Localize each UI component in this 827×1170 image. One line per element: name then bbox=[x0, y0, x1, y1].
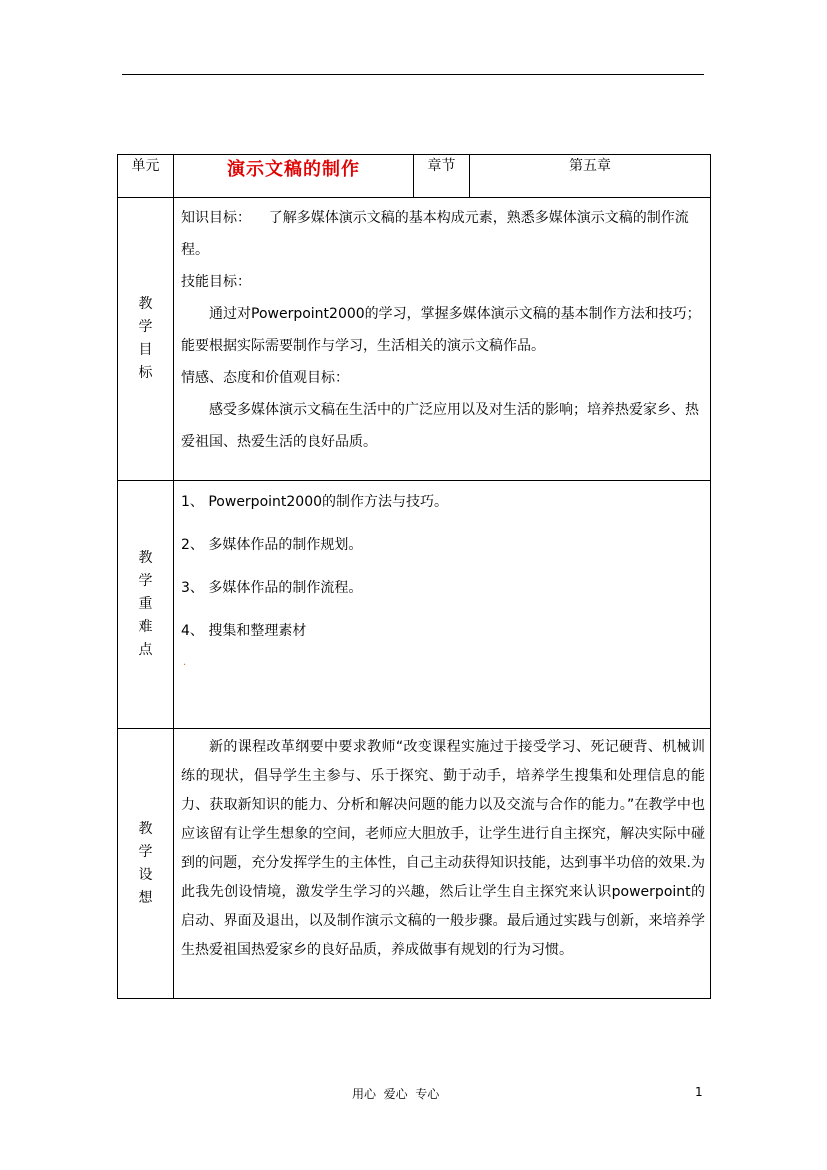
key-point-item: 2、 多媒体作品的制作规划。 bbox=[181, 537, 363, 553]
key-points-content bbox=[174, 481, 711, 729]
design-content bbox=[174, 729, 711, 999]
label-char: 教 bbox=[138, 296, 153, 312]
label-char: 想 bbox=[138, 889, 153, 906]
key-point-item: 4、 搜集和整理素材 bbox=[181, 623, 307, 639]
chapter-value: 第五章 bbox=[470, 155, 711, 198]
label-char: 目 bbox=[138, 342, 153, 358]
label-char: 学 bbox=[138, 843, 153, 860]
key-point-item: 1、 Powerpoint2000的制作方法与技巧。 bbox=[181, 494, 449, 510]
objectives-content bbox=[174, 198, 711, 481]
label-char: 难 bbox=[138, 619, 153, 635]
label-char: 学 bbox=[138, 319, 153, 335]
chapter-label: 章节 bbox=[414, 155, 470, 198]
label-char: 点 bbox=[138, 642, 153, 658]
label-char: 标 bbox=[138, 365, 153, 381]
skill-objective: 通过对Powerpoint2000的学习，掌握多媒体演示文稿的基本制作方法和技巧；能要根据实际需要制作与学习，生活相关的演示文稿作品。 bbox=[181, 306, 701, 354]
design-row bbox=[118, 729, 711, 999]
knowledge-objective: 知识目标： 了解多媒体演示文稿的基本构成元素，熟悉多媒体演示文稿的制作流程。 bbox=[181, 210, 689, 258]
design-text: 新的课程改革纲要中要求教师“改变课程实施过于接受学习、死记硬背、机械训练的现状，倡导学生主参与、乐于探究、勤于动手，培养学生搜集和处理信息的能力、获取新知识的能力、分析和解决问题的能力以及交流与合作的能力。”在教学中也应该留有让学生想象的空间，老师应大胆放手，让学生进行自主探究，解决实际中碰到的问题，充分发挥学生的主体性，自己主动获得知识技能，达到事半功倍的效果.为此我先创设情境，激发学生学习的兴趣，然后让学生自主探究来认识powerpoint的启动、界面及退出，以及制作演示文稿的一般步骤。最后通过实践与创新，来培养学生热爱祖国热爱家乡的良好品质，养成做事有规划的行为习惯。 bbox=[181, 739, 705, 958]
footer-motto: 用心 爱心 专心 bbox=[352, 1087, 440, 1101]
key-points-row bbox=[118, 481, 711, 729]
page-number: 1 bbox=[695, 1085, 703, 1099]
header-rule bbox=[122, 74, 704, 75]
key-point-item: 3、 多媒体作品的制作流程。 bbox=[181, 580, 363, 596]
lesson-plan-table bbox=[117, 154, 711, 999]
label-char: 重 bbox=[138, 596, 153, 612]
design-label bbox=[118, 729, 174, 999]
unit-title: 演示文稿的制作 bbox=[174, 155, 414, 198]
trailing-mark: . bbox=[183, 657, 187, 668]
skill-heading: 技能目标： bbox=[181, 274, 251, 290]
label-char: 设 bbox=[138, 866, 153, 883]
label-char: 学 bbox=[138, 573, 153, 589]
objectives-row bbox=[118, 198, 711, 481]
header-row bbox=[118, 155, 711, 198]
affect-objective: 感受多媒体演示文稿在生活中的广泛应用以及对生活的影响；培养热爱家乡、热爱祖国、热爱生活的良好品质。 bbox=[181, 402, 699, 450]
key-points-label bbox=[118, 481, 174, 729]
unit-label: 单元 bbox=[118, 155, 174, 198]
affect-heading: 情感、态度和价值观目标： bbox=[181, 370, 349, 386]
objectives-label bbox=[118, 198, 174, 481]
label-char: 教 bbox=[138, 820, 153, 837]
label-char: 教 bbox=[138, 550, 153, 566]
